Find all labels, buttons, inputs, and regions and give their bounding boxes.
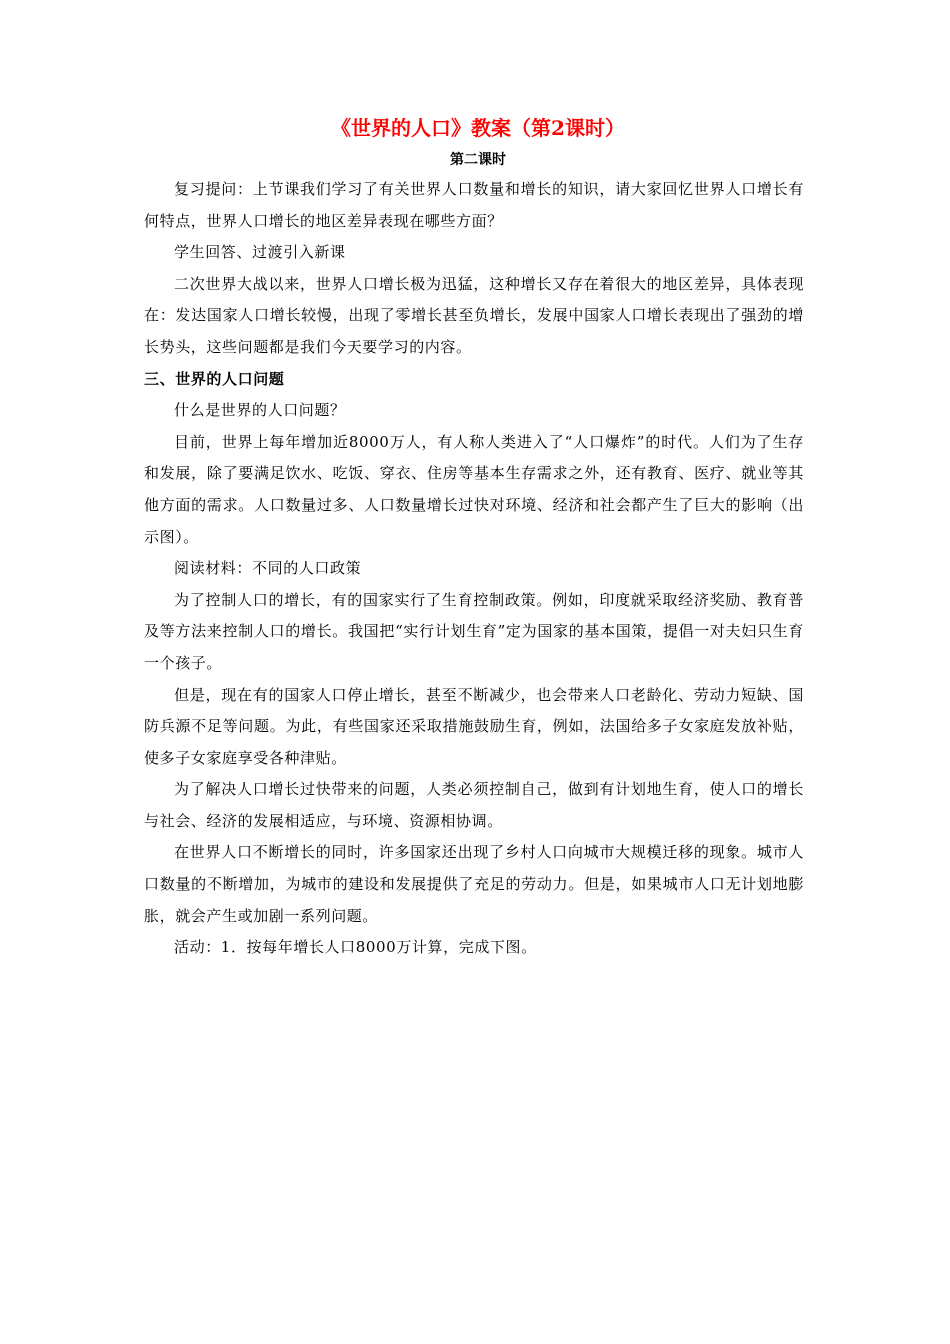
paragraph-review-question: 复习提问：上节课我们学习了有关世界人口数量和增长的知识，请大家回忆世界人口增长有何特点，世界人口增长的地区差异表现在哪些方面？ bbox=[144, 180, 804, 230]
paragraph-aging: 但是，现在有的国家人口停止增长，甚至不断减少，也会带来人口老龄化、劳动力短缺、国防兵源不足等问题。为此，有些国家还采取措施鼓励生育，例如，法国给多子女家庭发放补贴，使多子女家庭享受各种津贴。 bbox=[144, 685, 804, 767]
paragraph-birth-control: 为了控制人口的增长，有的国家实行了生育控制政策。例如，印度就采取经济奖励、教育普及等方法来控制人口的增长。我国把“实行计划生育”定为国家的基本国策，提倡一对夫妇只生育一个孩子。 bbox=[144, 590, 804, 672]
paragraph-planned-birth: 为了解决人口增长过快带来的问题，人类必须控制自己，做到有计划地生育，使人口的增长与社会、经济的发展相适应，与环境、资源相协调。 bbox=[144, 780, 804, 830]
lesson-subtitle: 第二课时 bbox=[450, 152, 506, 168]
paragraph-population-explosion: 目前，世界上每年增加近8000万人，有人称人类进入了“人口爆炸”的时代。人们为了生存和发展，除了要满足饮水、吃饭、穿衣、住房等基本生存需求之外，还有教育、医疗、就业等其他方面的需求。人口数量过多、人口数量增长过快对环境、经济和社会都产生了巨大的影响（出示图）。 bbox=[144, 432, 804, 546]
paragraph-question: 什么是世界的人口问题？ bbox=[174, 401, 346, 420]
paragraph-intro-growth: 二次世界大战以来，世界人口增长极为迅猛，这种增长又存在着很大的地区差异，具体表现在：发达国家人口增长较慢，出现了零增长甚至负增长，发展中国家人口增长表现出了强劲的增长势头，这些问题都是我们今天要学习的内容。 bbox=[144, 274, 804, 356]
paragraph-urbanization: 在世界人口不断增长的同时，许多国家还出现了乡村人口向城市大规模迁移的现象。城市人口数量的不断增加，为城市的建设和发展提供了充足的劳动力。但是，如果城市人口无计划地膨胀，就会产生或加剧一系列问题。 bbox=[144, 843, 804, 925]
section-heading: 三、世界的人口问题 bbox=[144, 369, 285, 388]
paragraph-activity: 活动：1．按每年增长人口8000万计算，完成下图。 bbox=[174, 938, 537, 957]
paragraph-student-answer: 学生回答、过渡引入新课 bbox=[174, 243, 346, 262]
paragraph-reading-material: 阅读材料：不同的人口政策 bbox=[174, 559, 362, 578]
document-page bbox=[144, 112, 804, 964]
document-title: 《世界的人口》教案（第2课时） bbox=[331, 116, 625, 140]
